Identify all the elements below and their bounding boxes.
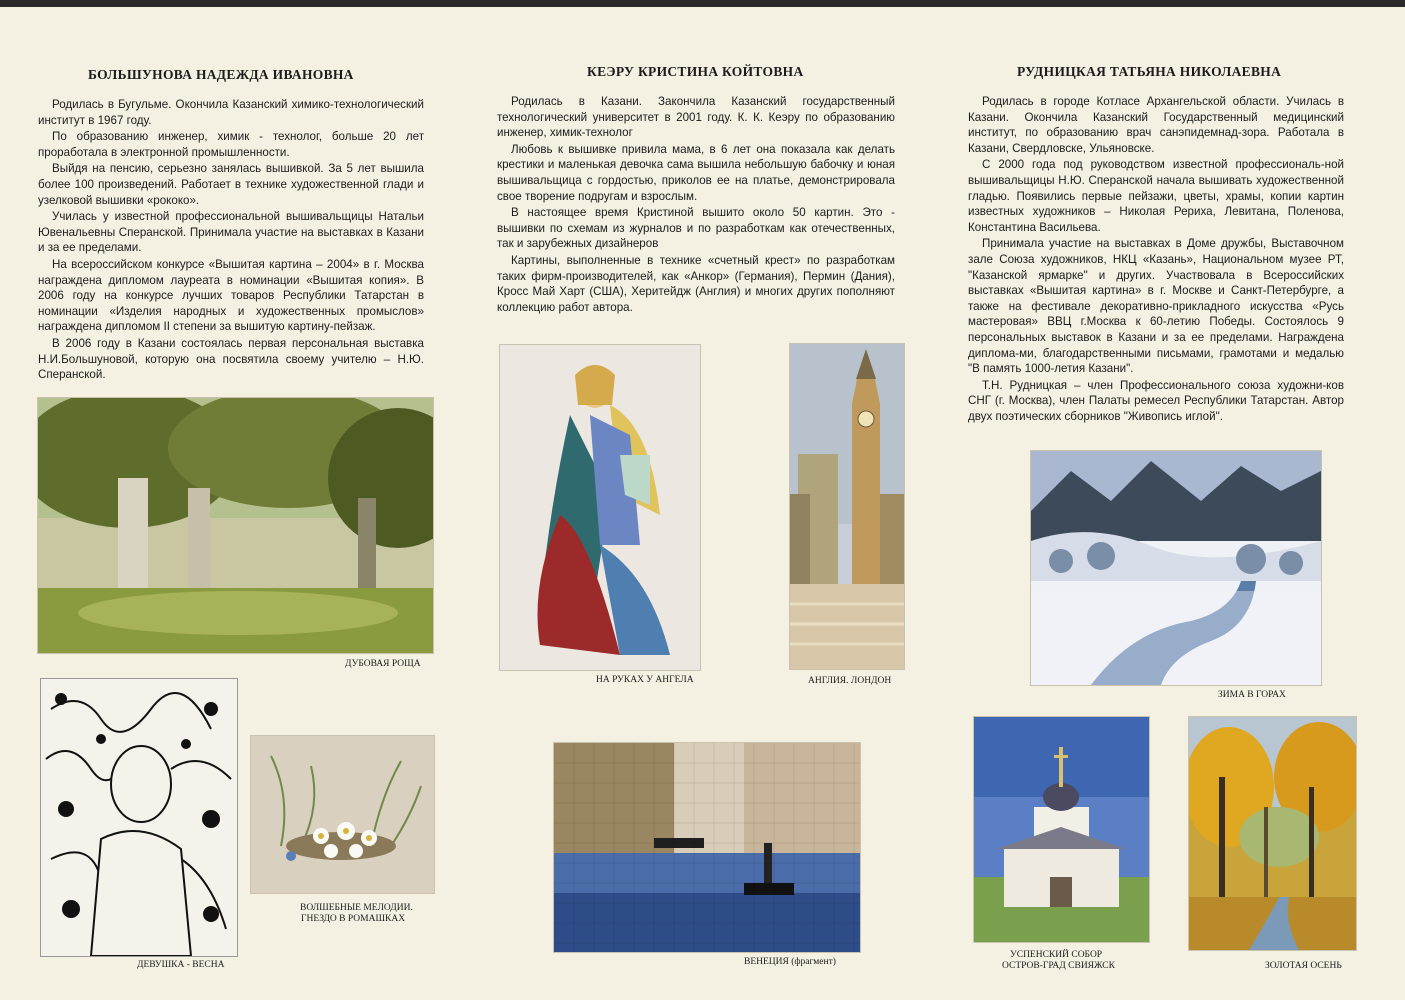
top-edge-band [0,0,1405,7]
artist-bio-rudnitskaya [968,94,1344,424]
venice-image [553,742,861,953]
bio-paragraph: Родилась в Бугульме. Окончила Казанский химико-технологический институт в 1967 году. [38,98,424,127]
bio-paragraph: Картины, выполненные в технике «счетный крест» по разработкам таких фирм-производителей, как «Анкор» (Германия), Пермин (Дания), Кросс Май Харт (США), Херитейдж (Англия) и многих других пополняют коллекцию работ автора. [497,253,895,314]
bio-paragraph: С 2000 года под руководством известной профессиональ-ной вышивальщицы Н.Ю. Сперанской начала вышивать художественной гладью. Появились первые пейзажи, цветы, храмы, копии картин известных художников – Николая Рериха, Левитана, Поленова, Константина Васильева. [968,158,1344,234]
spring-girl-image [40,678,238,957]
bio-paragraph: В настоящее время Кристиной вышито около 50 картин. Это - вышивки по схемам из журналов и по разработкам как отечественных, так и зарубежных дизайнеров [497,206,895,251]
bio-paragraph: Родилась в Казани. Закончила Казанский государственный технологический университет в 2001 году. К. К. Кеэру по образованию инженер, химик-технолог [497,95,895,140]
sviyazhsk-cathedral-embroidery-icon [974,717,1149,942]
artist-bio-bolshunova [38,97,424,383]
winter-mountains-embroidery-icon [1031,451,1321,685]
artist-name-keeru: КЕЭРУ КРИСТИНА КОЙТОВНА [587,64,804,79]
london-big-ben-embroidery-icon [790,344,904,669]
caption-chamomile-2: ГНЕЗДО В РОМАШКАХ [301,914,406,924]
bio-paragraph: По образованию инженер, химик - технолог, больше 20 лет проработала в электронной промышленности. [38,130,424,159]
bio-paragraph: Выйдя на пенсию, серьезно занялась вышивкой. За 5 лет вышила более 100 произведений. Работает в технике художественной глади и узелковой вышивки «рококо». [38,162,424,207]
bio-paragraph: Т.Н. Рудницкая – член Профессионального союза художни-ков СНГ (г. Москва), член Палаты ремесел Республики Татарстан. Автор двух поэтических сборников "Живопись иглой". [968,378,1344,423]
sviyazhsk-cathedral-image [973,716,1150,943]
bio-paragraph: В 2006 году в Казани состоялась первая персональная выставка Н.И.Большуновой, которую она посвятила своему учителю – Н.Ю. Сперанской. [38,336,424,382]
caption-chamomile-1: ВОЛШЕБНЫЕ МЕЛОДИИ. [300,903,413,913]
caption-spring-girl: ДЕВУШКА - ВЕСНА [137,960,225,970]
caption-winter: ЗИМА В ГОРАХ [1218,690,1286,700]
bio-paragraph: Любовь к вышивке привила мама, в 6 лет она показала как делать крестики и маленькая девочка сама вышила небольшую бабочку и юная вышивальщица с гордостью, приколов ее на платье, демонстрировала свое творение подругам и взрослым. [497,142,895,203]
bio-paragraph: На всероссийском конкурсе «Вышитая картина – 2004» в г. Москва награждена дипломом лауреата в номинации «Вышитая копия». В 2006 году на конкурсе лучших товаров Республики Татарстан в номинации «Изделия народных и художественных промыслов» награждена дипломом II степени за вышитую картину-пейзаж. [38,257,424,334]
caption-angel: НА РУКАХ У АНГЕЛА [596,675,694,685]
bio-paragraph: Училась у известной профессиональной вышивальщицы Натальи Ювенальевны Сперанской. Принимала участие на выставках в Казани и за ее пределами. [38,210,424,255]
angel-embroidery-icon [500,345,700,670]
artist-name-rudnitskaya: РУДНИЦКАЯ ТАТЬЯНА НИКОЛАЕВНА [1017,64,1282,79]
caption-venice: ВЕНЕЦИЯ (фрагмент) [744,957,836,967]
london-image [789,343,905,670]
winter-mountains-image [1030,450,1322,686]
golden-autumn-image [1188,716,1357,951]
caption-london: АНГЛИЯ. ЛОНДОН [808,676,892,686]
angel-image [499,344,701,671]
caption-oak-grove: ДУБОВАЯ РОЩА [345,659,421,669]
artist-name-bolshunova: БОЛЬШУНОВА НАДЕЖДА ИВАНОВНА [88,67,354,82]
bio-paragraph: Принимала участие на выставках в Доме дружбы, Выставочном зале Союза художников, НКЦ «Казань», Национальном музее РТ, "Казанской ярмарке" и других. Участвовала в Всероссийских выставках «Вышитая картина» в г. Москве и Санкт-Петербурге, а также на фестивале декоративно-прикладного искусства «Русь мастеровая» ВВЦ г.Москва к 60-летию Победы. Состоялось 9 персональных выставок в Казани и за ее пределами. Награждена диплома-ми, благодарственными письмами, грамотами и медалью "В память 1000-летия Казани". [968,237,1344,376]
oak-grove-embroidery-icon [38,398,433,653]
artist-bio-keeru [497,94,895,315]
oak-grove-image [37,397,434,654]
bio-paragraph: Родилась в городе Котласе Архангельской области. Училась в Казани. Окончила Казанский Государственный медицинский институт, по образованию врач санэпидемнад-зора. Работала в Казани, Свердловске, Ульяновске. [968,95,1344,155]
chamomile-nest-image [250,735,435,894]
caption-cathedral-2: ОСТРОВ-ГРАД СВИЯЖСК [1002,961,1115,971]
caption-autumn: ЗОЛОТАЯ ОСЕНЬ [1265,961,1342,971]
golden-autumn-embroidery-icon [1189,717,1356,950]
spring-girl-embroidery-icon [41,679,237,956]
caption-cathedral-1: УСПЕНСКИЙ СОБОР [1010,950,1103,960]
chamomile-nest-embroidery-icon [251,736,434,893]
venice-cross-stitch-icon [554,743,860,952]
